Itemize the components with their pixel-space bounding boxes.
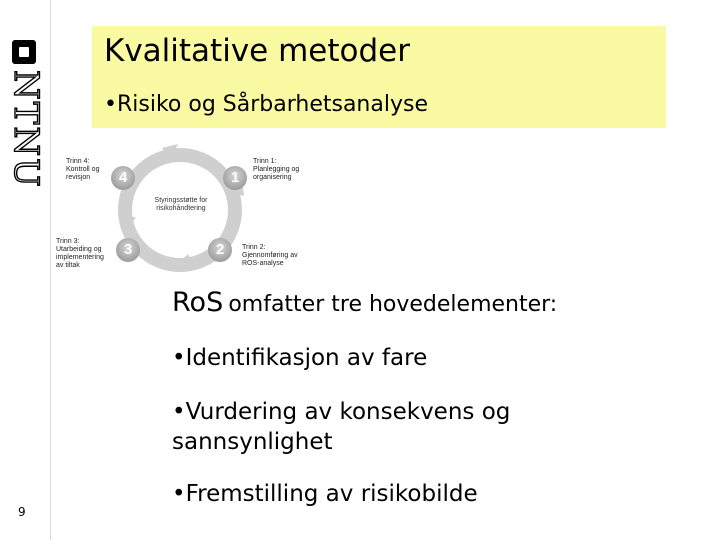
ros-cycle-diagram [52,134,312,280]
ros-text: omfatter tre hovedelementer: [228,292,558,317]
trinn-3-line-2: Utarbeiding og [56,246,102,254]
trinn-2-label [242,244,298,268]
ros-label: RoS [172,287,224,318]
trinn-1-line-2: Planlegging og [253,166,300,174]
ros-heading [172,287,557,318]
trinn-4-line-3: revisjon [66,174,91,182]
bullet-item-1: •Identifikasjon av fare [172,345,428,371]
sidebar [0,0,51,540]
trinn-4-line-1: Trinn 4: [66,158,90,165]
step-number-4: 4 [119,169,128,186]
trinn-4-line-2: Kontroll og [66,166,100,174]
slide-title: Kvalitative metoder [104,33,410,69]
step-number-3: 3 [124,241,133,258]
trinn-3-label [56,238,104,270]
page-number: 9 [18,505,26,519]
trinn-2-line-3: ROS-analyse [242,260,284,268]
trinn-2-line-1: Trinn 2: [242,244,266,251]
ntnu-logo-text: NTNU [6,70,46,189]
trinn-3-line-3: implementering [56,254,104,262]
step-number-1: 1 [231,169,240,186]
trinn-3-line-4: av tiltak [56,262,80,270]
trinn-2-line-2: Gjennomføring av [242,252,298,260]
center-label-line-1: Styringsstøtte for [154,197,208,204]
trinn-3-line-1: Trinn 3: [56,238,80,245]
trinn-1-line-3: organisering [253,174,292,182]
trinn-1-line-1: Trinn 1: [253,158,277,165]
trinn-1-label [253,158,299,182]
bullet-item-2: •Vurdering av konsekvens og sannsynlighet [172,399,511,455]
step-number-2: 2 [216,241,225,258]
diagram-center-label [128,197,234,214]
ntnu-logo-icon [12,40,36,64]
trinn-4-label [66,158,99,182]
center-label-line-2: risikohåndtering [156,205,206,213]
slide-subtitle: •Risiko og Sårbarhetsanalyse [104,92,428,117]
bullet-item-3: •Fremstilling av risikobilde [172,481,478,507]
